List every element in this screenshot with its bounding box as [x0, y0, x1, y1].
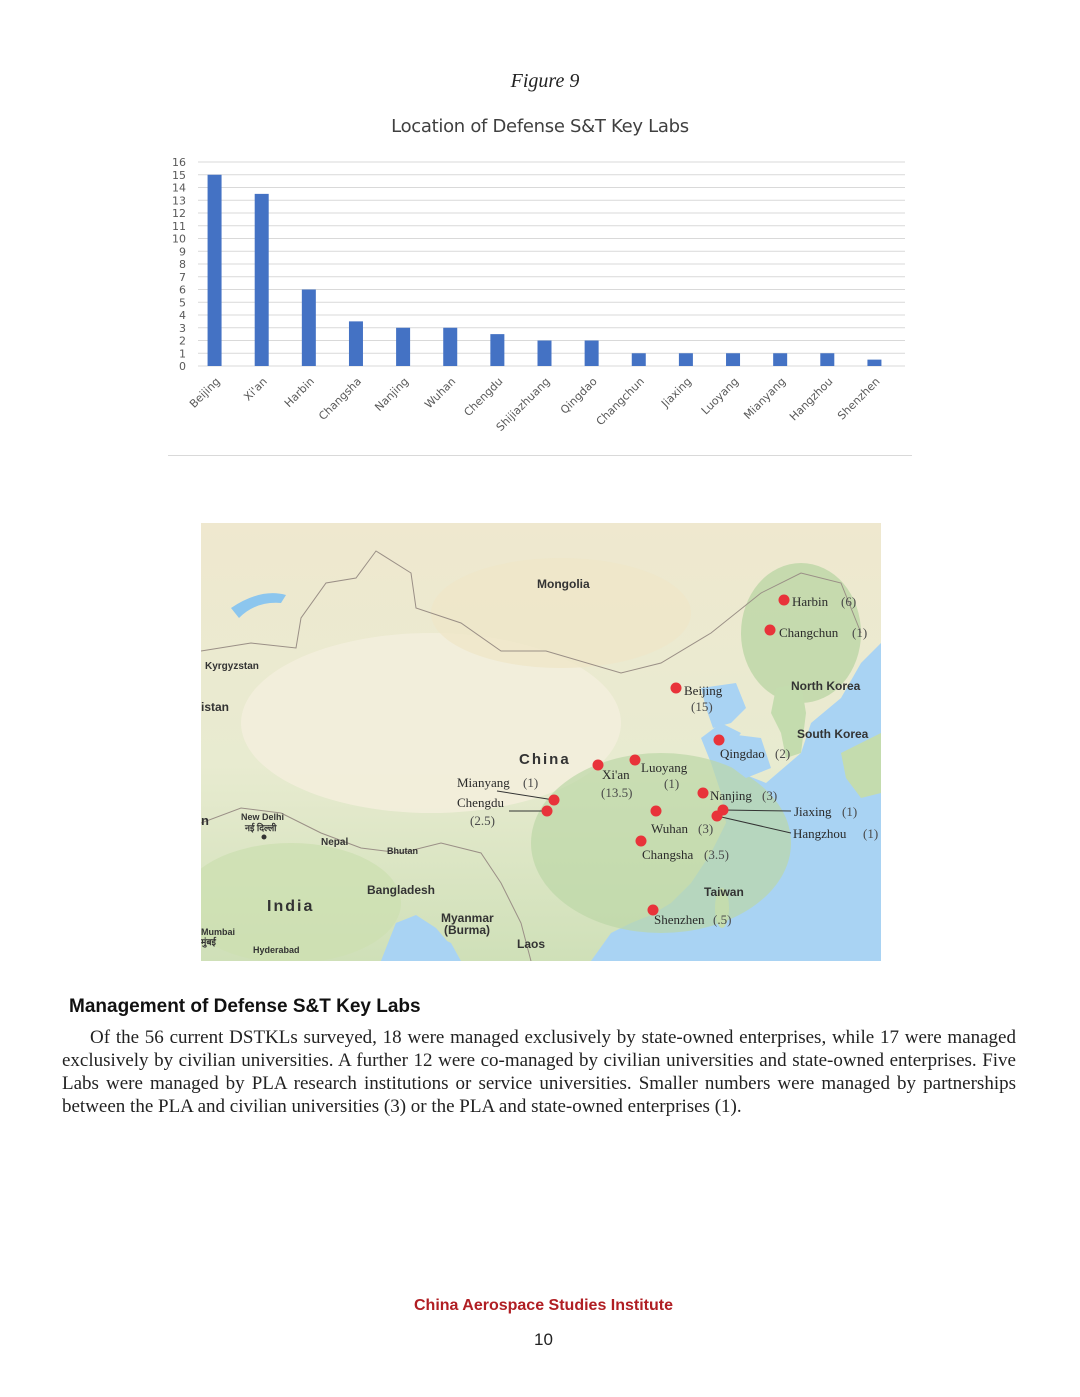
bar-shenzhen — [867, 360, 881, 366]
x-tick-label: Xi'an — [241, 374, 270, 404]
x-tick-label: Jiaxing — [658, 374, 695, 410]
figure-caption: Figure 9 — [510, 70, 580, 92]
city-marker-icon — [671, 683, 682, 694]
y-tick-label: 2 — [179, 334, 186, 348]
city-marker-icon — [698, 788, 709, 799]
bar-wuhan — [443, 328, 457, 366]
city-marker-icon — [630, 755, 641, 766]
map-place-label: नई दिल्ली — [245, 823, 277, 833]
map-place-label: New Delhi — [241, 812, 285, 822]
x-tick-label: Chengdu — [461, 374, 506, 420]
city-count: (13.5) — [601, 785, 633, 800]
bar-qingdao — [585, 341, 599, 367]
map-place-label: South Korea — [797, 727, 869, 741]
city-count: (2.5) — [470, 813, 495, 828]
bar-beijing — [208, 175, 222, 366]
gobi-region — [431, 558, 691, 668]
map-place-label: Bhutan — [387, 846, 418, 856]
x-tick-label: Wuhan — [422, 374, 459, 412]
x-tick-label: Changsha — [316, 374, 365, 423]
map-place-label: China — [519, 751, 571, 768]
page-number: 10 — [534, 1330, 553, 1349]
map-place-label: Myanmar — [441, 911, 494, 925]
x-tick-label: Shenzhen — [835, 374, 883, 423]
city-label: Hangzhou — [793, 826, 847, 841]
city-label: Changsha — [642, 847, 694, 862]
city-count: (1) — [664, 776, 680, 791]
bar-luoyang — [726, 353, 740, 366]
city-label: Xi'an — [602, 767, 630, 782]
city-marker-icon — [549, 795, 560, 806]
map-place-label: Hyderabad — [253, 945, 300, 955]
x-tick-label: Nanjing — [372, 374, 412, 414]
x-tick-label: Shijiazhuang — [493, 374, 553, 434]
map-place-label: Mongolia — [537, 577, 590, 591]
map-place-label: India — [267, 898, 315, 915]
city-count: (6) — [841, 594, 857, 609]
city-count: (1) — [863, 826, 879, 841]
body-paragraph: Of the 56 current DSTKLs surveyed, 18 were managed exclusively by state-owned enterprises, while 17 were managed exclusively by civilian universities. A further 12 were co-managed by civilian universities and state-owned enterprises. Five Labs were managed by PLA research institutions or service universities. Smaller numbers were managed by partnerships between the PLA and civilian universities (3) or the PLA and state-owned enterprises (1). — [62, 1027, 1016, 1117]
map-place-label: n — [201, 813, 209, 828]
city-count: (3.5) — [704, 847, 729, 862]
city-marker-icon — [636, 836, 647, 847]
city-label: Mianyang — [457, 775, 510, 790]
map-place-label: Mumbai — [201, 927, 236, 937]
city-label: Chengdu — [457, 795, 504, 810]
city-label: Nanjing — [710, 788, 752, 803]
y-tick-label: 12 — [172, 207, 186, 220]
chart-plot-area — [168, 110, 912, 455]
bar-chart — [168, 110, 912, 456]
city-count: (1) — [852, 625, 868, 640]
bar-changsha — [349, 321, 363, 366]
city-count: (3) — [698, 821, 714, 836]
city-marker-icon — [714, 735, 725, 746]
city-count: (1) — [842, 804, 858, 819]
map-place-label: मुंबई — [201, 937, 216, 947]
x-tick-label: Changchun — [593, 374, 647, 429]
map-place-label: (Burma) — [444, 923, 491, 937]
y-tick-label: 15 — [172, 168, 186, 182]
bar-jiaxing — [679, 353, 693, 366]
bar-changchun — [632, 353, 646, 366]
city-count: (2) — [775, 746, 791, 761]
city-marker-icon — [651, 806, 662, 817]
x-tick-label: Qingdao — [557, 374, 600, 417]
city-count: (15) — [691, 699, 713, 714]
city-label: Wuhan — [651, 821, 689, 836]
y-tick-label: 3 — [179, 321, 186, 335]
bar-shijiazhuang — [538, 341, 552, 367]
y-tick-label: 11 — [172, 219, 186, 233]
y-tick-label: 0 — [179, 360, 186, 373]
city-count: (3) — [762, 788, 778, 803]
city-label: Changchun — [779, 625, 839, 640]
city-label: Harbin — [792, 594, 829, 609]
y-tick-label: 8 — [179, 258, 186, 271]
city-label: Qingdao — [720, 746, 765, 761]
footer-organization: China Aerospace Studies Institute — [413, 1297, 673, 1314]
bar-chengdu — [490, 334, 504, 366]
x-tick-label: Harbin — [281, 374, 317, 410]
city-count: (1) — [523, 775, 539, 790]
green-region — [531, 753, 791, 933]
bar-hangzhou — [820, 353, 834, 366]
y-tick-label: 16 — [172, 156, 186, 169]
y-tick-label: 1 — [179, 347, 186, 361]
city-label: Beijing — [684, 683, 723, 698]
china-lab-map — [201, 523, 881, 961]
y-tick-label: 14 — [172, 181, 186, 195]
city-count: (.5) — [713, 912, 732, 927]
map-place-label: Laos — [517, 937, 546, 951]
map-place-label: istan — [201, 700, 230, 714]
capital-marker-icon — [262, 835, 267, 840]
bar-harbin — [302, 290, 316, 367]
section-heading: Management of Defense S&T Key Labs — [69, 996, 421, 1017]
y-tick-label: 7 — [179, 270, 186, 284]
map-place-label: Bangladesh — [367, 883, 436, 897]
y-tick-label: 9 — [179, 245, 186, 259]
y-tick-label: 5 — [179, 296, 186, 310]
x-tick-label: Luoyang — [698, 374, 742, 418]
map-place-label: Kyrgyzstan — [205, 661, 259, 672]
x-tick-label: Beijing — [187, 374, 223, 411]
chart-title: Location of Defense S&T Key Labs — [391, 116, 689, 137]
city-marker-icon — [779, 595, 790, 606]
bar-mianyang — [773, 353, 787, 366]
map-place-label: Nepal — [321, 837, 349, 848]
city-label: Jiaxing — [794, 804, 832, 819]
y-tick-label: 13 — [172, 194, 186, 208]
x-tick-label: Mianyang — [741, 374, 789, 422]
y-tick-label: 4 — [179, 309, 186, 322]
x-tick-label: Hangzhou — [787, 374, 836, 424]
bar-nanjing — [396, 328, 410, 366]
map-canvas — [201, 523, 881, 961]
map-place-label: North Korea — [791, 679, 861, 693]
city-marker-icon — [542, 806, 553, 817]
y-tick-label: 10 — [172, 232, 186, 246]
city-label: Shenzhen — [654, 912, 705, 927]
city-label: Luoyang — [641, 760, 688, 775]
y-tick-label: 6 — [179, 283, 186, 297]
map-place-label: Taiwan — [704, 885, 744, 899]
city-marker-icon — [765, 625, 776, 636]
bar-xian — [255, 194, 269, 366]
city-marker-icon — [712, 811, 723, 822]
